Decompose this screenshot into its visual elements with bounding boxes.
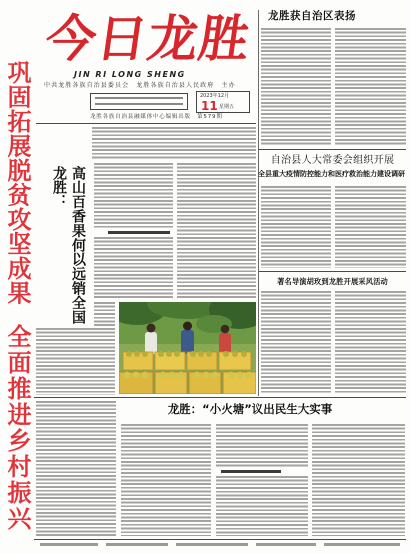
footer-text-segment [176,543,248,546]
article-body-text [312,424,405,536]
article-body-text [92,127,256,159]
masthead-rule [36,123,256,124]
article-body-text [261,28,331,146]
article-kicker: 自治县人大常委会组织开展 [270,155,395,166]
article-body-text [261,291,331,394]
footer-rule [34,539,406,540]
masthead-info-box [90,93,188,110]
article-body-text [335,186,406,268]
article-kicker: 龙胜： [51,166,67,208]
masthead-publisher-line [90,115,223,121]
article-separator [259,149,406,150]
slogan-top: 巩固拓展脱贫攻坚成果 [3,60,31,305]
publisher: 龙胜各族自治县融媒体中心编辑出版 [90,114,191,120]
article-headline: 龙胜：“小火塘”议出民生大实事 [167,402,333,416]
article-body-text [94,237,173,299]
article-body-text [121,424,211,536]
article-body-text [216,476,308,536]
masthead-pinyin: JIN RI LONG SHENG [74,70,186,79]
article-separator [259,271,406,272]
info-box-text-line [95,103,183,105]
footer-text-segment [324,543,400,546]
date-box [196,91,250,113]
date-year-month: 2023年12月 [200,93,230,99]
article-body-text [216,424,308,468]
article-subheading [221,470,281,473]
article-body-text [36,328,115,395]
passion-fruit-photo [119,302,256,394]
article-headline: 全县重大疫情防控能力和医疗救治能力建设调研 [258,170,405,178]
footer-text-segment [40,543,98,546]
article-headline: 著名导演胡玫到龙胜开展采风活动 [277,277,388,286]
article-body-text [335,28,406,146]
masthead-title: 今日龙胜 [41,9,255,68]
article-body-text [335,291,406,394]
masthead-sponsor: 中共龙胜各族自治县委员会 龙胜各族自治县人民政府 主办 [44,82,236,89]
issue-number: 第579期 [197,114,223,120]
article-headline: 龙胜获自治区表扬 [268,10,356,22]
column-divider [258,10,259,396]
footer-text-segment [256,543,316,546]
info-box-text-line [95,97,183,99]
footer-text-segment [106,543,168,546]
date-day: 11 [201,99,218,113]
article-body-text [94,302,115,326]
article-body-text [94,163,173,228]
article-headline: 高山百香果何以远销全国 [70,166,86,325]
article-subheading [108,231,170,234]
article-body-text [261,186,331,268]
slogan-bottom: 全面推进乡村振兴 [3,324,31,532]
article-body-text [177,163,256,299]
article-body-text [36,401,116,536]
photo-illustration [119,302,256,394]
section-separator [34,397,406,398]
date-weekday: 星期五 [219,104,235,110]
